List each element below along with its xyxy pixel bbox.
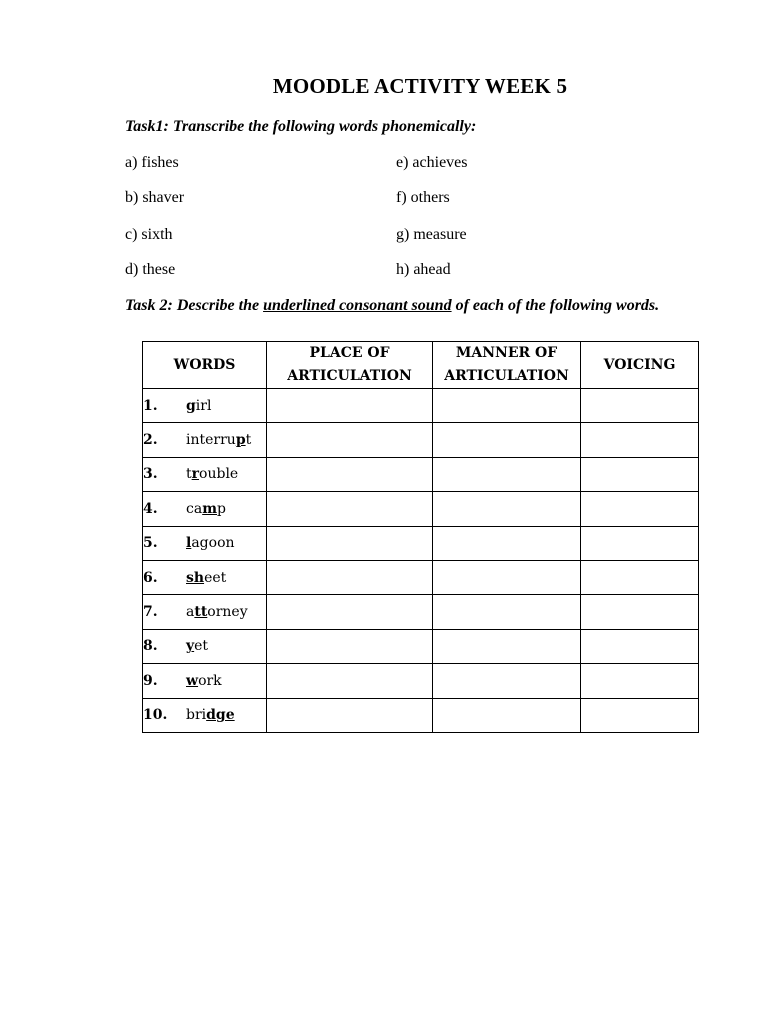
table-row	[143, 389, 699, 423]
place-answer-cell[interactable]	[267, 423, 433, 457]
manner-answer-cell[interactable]	[433, 560, 581, 594]
table-row	[143, 492, 699, 526]
underlined-sound: l	[186, 535, 192, 552]
voicing-answer-cell[interactable]	[581, 457, 699, 491]
place-answer-cell[interactable]	[267, 492, 433, 526]
underlined-sound: g	[186, 397, 196, 414]
voicing-answer-cell[interactable]	[581, 389, 699, 423]
word-cell	[143, 560, 267, 594]
row-number: 9.	[143, 672, 158, 689]
row-number: 1.	[143, 397, 158, 414]
task1-heading: Task1: Transcribe the following words phonemically:	[125, 118, 477, 135]
row-number: 5.	[143, 535, 158, 552]
task2-heading-after: of each of the following words.	[451, 297, 660, 314]
header-voicing: VOICING	[581, 342, 699, 389]
header-words: WORDS	[143, 342, 267, 389]
task1-item-c: c) sixth	[125, 226, 173, 243]
task1-item-g: g) measure	[396, 226, 467, 243]
place-answer-cell[interactable]	[267, 595, 433, 629]
manner-answer-cell[interactable]	[433, 595, 581, 629]
place-answer-cell[interactable]	[267, 664, 433, 698]
word-cell	[143, 389, 267, 423]
voicing-answer-cell[interactable]	[581, 629, 699, 663]
task1-item-h: h) ahead	[396, 261, 451, 278]
table-row	[143, 698, 699, 732]
voicing-answer-cell[interactable]	[581, 526, 699, 560]
voicing-answer-cell[interactable]	[581, 595, 699, 629]
task1-item-a: a) fishes	[125, 154, 179, 171]
table-header-row	[143, 342, 699, 389]
task1-item-e: e) achieves	[396, 154, 468, 171]
manner-answer-cell[interactable]	[433, 389, 581, 423]
manner-answer-cell[interactable]	[433, 457, 581, 491]
place-answer-cell[interactable]	[267, 698, 433, 732]
table-row	[143, 595, 699, 629]
word: lagoon	[186, 535, 235, 552]
row-number: 7.	[143, 604, 158, 621]
voicing-answer-cell[interactable]	[581, 698, 699, 732]
consonant-table	[142, 341, 699, 733]
table-row	[143, 457, 699, 491]
table-row	[143, 423, 699, 457]
word: girl	[186, 397, 212, 414]
manner-answer-cell[interactable]	[433, 629, 581, 663]
word: interrupt	[186, 432, 252, 449]
row-number: 2.	[143, 432, 158, 449]
task1-item-f: f) others	[396, 189, 450, 206]
task1-item-d: d) these	[125, 261, 176, 278]
place-answer-cell[interactable]	[267, 457, 433, 491]
word: bridge	[186, 707, 235, 724]
underlined-sound: tt	[194, 604, 208, 621]
voicing-answer-cell[interactable]	[581, 560, 699, 594]
row-number: 3.	[143, 466, 158, 483]
word-cell	[143, 423, 267, 457]
underlined-sound: m	[202, 500, 218, 517]
place-answer-cell[interactable]	[267, 629, 433, 663]
place-answer-cell[interactable]	[267, 560, 433, 594]
word-cell	[143, 457, 267, 491]
table-row	[143, 526, 699, 560]
word: trouble	[186, 466, 239, 483]
word-cell	[143, 492, 267, 526]
underlined-sound: sh	[186, 569, 205, 586]
word: yet	[186, 638, 209, 655]
underlined-sound: y	[186, 638, 195, 655]
manner-answer-cell[interactable]	[433, 492, 581, 526]
header-place: PLACE OF ARTICULATION	[267, 342, 433, 389]
voicing-answer-cell[interactable]	[581, 423, 699, 457]
page-title: MOODLE ACTIVITY WEEK 5	[272, 74, 568, 98]
row-number: 8.	[143, 638, 158, 655]
word: attorney	[186, 604, 248, 621]
row-number: 4.	[143, 500, 158, 517]
row-number: 10.	[143, 707, 168, 724]
word: sheet	[186, 569, 227, 586]
word-cell	[143, 629, 267, 663]
task2-heading	[125, 297, 659, 315]
word: work	[186, 672, 222, 689]
word-cell	[143, 698, 267, 732]
table-row	[143, 664, 699, 698]
manner-answer-cell[interactable]	[433, 423, 581, 457]
place-answer-cell[interactable]	[267, 389, 433, 423]
voicing-answer-cell[interactable]	[581, 492, 699, 526]
table-row	[143, 560, 699, 594]
manner-answer-cell[interactable]	[433, 664, 581, 698]
underlined-sound: dge	[206, 707, 235, 724]
manner-answer-cell[interactable]	[433, 698, 581, 732]
word: camp	[186, 500, 226, 517]
place-answer-cell[interactable]	[267, 526, 433, 560]
voicing-answer-cell[interactable]	[581, 664, 699, 698]
row-number: 6.	[143, 569, 158, 586]
table-row	[143, 629, 699, 663]
underlined-sound: r	[191, 466, 200, 483]
header-manner: MANNER OF ARTICULATION	[433, 342, 581, 389]
word-cell	[143, 595, 267, 629]
task2-heading-before: Task 2: Describe the	[125, 297, 264, 314]
underlined-sound: w	[186, 672, 199, 689]
word-cell	[143, 526, 267, 560]
underlined-sound: p	[235, 432, 246, 449]
task1-item-b: b) shaver	[125, 189, 185, 206]
task2-heading-underlined: underlined consonant sound	[263, 297, 452, 314]
word-cell	[143, 664, 267, 698]
manner-answer-cell[interactable]	[433, 526, 581, 560]
